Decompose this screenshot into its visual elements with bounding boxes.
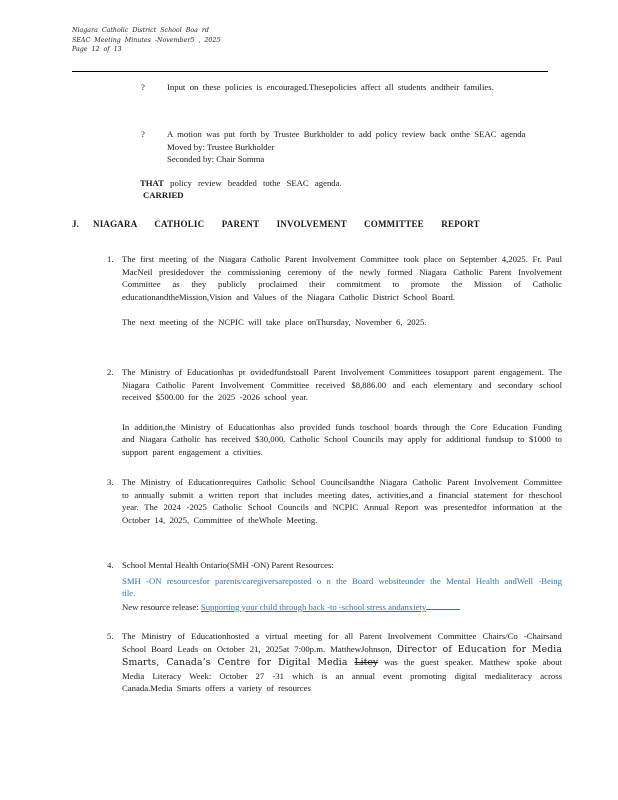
list-item-1	[107, 253, 562, 329]
item-3-paragraph-1: The Ministry of Educationrequires Catholic School Councilsandthe Niagara Catholic Parent Involvement Committee to annually submit a written report that includes meeting dates, activities,and a financial statement for theschool year. The 2024 -2025 Catholic School Councils and NCPIC Annual Report was presentedfor information at the October 14, 2025, Committee of theWhole Meeting.	[122, 477, 562, 525]
motion-that-text: policy review beadded tothe SEAC agenda.	[163, 178, 342, 188]
item-number: 1.	[107, 254, 114, 264]
header-board-name: Niagara Catholic District School Boa rd	[72, 27, 209, 34]
item-5-struck-word: Litey	[354, 657, 379, 669]
item-1-paragraph-2: The next meeting of the NCPIC will take place onThursday, November 6, 2025.	[122, 317, 427, 328]
motion-carried-label: CARRIED	[143, 190, 184, 200]
section-title: NIAGARA CATHOLIC PARENT INVOLVEMENT COMMITTEE REPORT	[93, 219, 480, 229]
item-1-paragraph-1: The first meeting of the Niagara Catholic Parent Involvement Committee took place on September 4,2025. Fr. Paul MacNeil presidedover the commissioning ceremony of the newly formed Niagara Catholic Parent Involvement Committee as they publicly proclaimed their commitment to promote the Mission of Catholic educationandtheMission,Vision and Values of the Niagara Catholic District School Board.	[122, 254, 562, 302]
motion-resolution-line	[140, 177, 520, 189]
section-letter: J.	[72, 219, 79, 229]
item-4-intro: School Mental Health Ontario(SMH -ON) Parent Resources:	[122, 560, 334, 570]
item-5-paragraph-1	[122, 630, 562, 695]
item-number: 4.	[107, 560, 114, 570]
item-number: 5.	[107, 631, 114, 641]
policy-bullet-1-text: Input on these policies is encouraged.Thesepolicies affect all students andtheir families.	[167, 82, 494, 92]
policy-bullet-2-text: A motion was put forth by Trustee Burkholder to add policy review back onthe SEAC agenda	[167, 129, 526, 139]
list-item-3	[107, 476, 562, 526]
header-page-number: Page 12 of 13	[72, 46, 122, 54]
item-number: 3.	[107, 477, 114, 487]
bullet-marker: ?	[141, 82, 145, 92]
item-2-paragraph-2: In addition,the Ministry of Educationhas also provided funds toschool boards through the Core Education Funding and Niagara Catholic has received $30,000. Catholic School Councils may apply for additional fundsup to $1000 to support parent engagement a ctivities.	[122, 421, 562, 457]
item-5-text-a: The Ministry of Educationhosted a virtual meeting for all Parent Involvement Committee Chairs/Co -Chairsand School Board Leads on October 21, 2025at 7:00p.m. MatthewJohnson,	[122, 631, 562, 654]
policy-bullet-1	[141, 81, 555, 94]
motion-moved-by: Moved by: Trustee Burkholder	[167, 141, 275, 152]
section-heading	[72, 218, 552, 230]
motion-that-label: THAT	[140, 178, 164, 188]
release-label: New resource release:	[122, 601, 201, 612]
item-number: 2.	[107, 367, 114, 377]
page-header	[72, 26, 220, 55]
bullet-marker: ?	[141, 129, 145, 139]
item-4-smh-note: SMH -ON resourcesfor parents/caregiversareposted o n the Board websiteunder the Mental Health andWell -Being tile.	[122, 575, 562, 599]
link-underline-tail	[426, 600, 460, 610]
item-5-guest-speaker-title: Director of Education for Media Smarts, Canada’s Centre for Digital Media	[122, 643, 562, 669]
list-item-4	[107, 559, 562, 613]
item-5-text-b: was the guest speaker. Matthew spoke about Media Literacy Week: October 27 -31 which is an annual event promoting digital medialiteracy across Canada.Media Smarts offers a variety of resources	[122, 657, 562, 694]
list-item-2	[107, 366, 562, 459]
header-meeting-title: SEAC Meeting Minutes -November5 , 2025	[72, 36, 221, 44]
motion-seconded-by: Seconded by: Chair Somma	[167, 154, 265, 165]
back-to-school-resource-link[interactable]: Supporting your child through back -to -school stress andanxiety	[200, 601, 427, 612]
header-divider	[72, 71, 548, 72]
item-4-release-line	[122, 600, 562, 614]
list-item-5	[107, 630, 562, 695]
policy-bullet-2	[141, 128, 555, 166]
item-2-paragraph-1: The Ministry of Educationhas pr ovidedfundstoall Parent Involvement Committees tosupport parent engagement. The Niagara Catholic Parent Involvement Committee received $8,886.00 and each elementary and secondary school received $500.00 for the 2025 -2026 school year.	[122, 367, 562, 403]
